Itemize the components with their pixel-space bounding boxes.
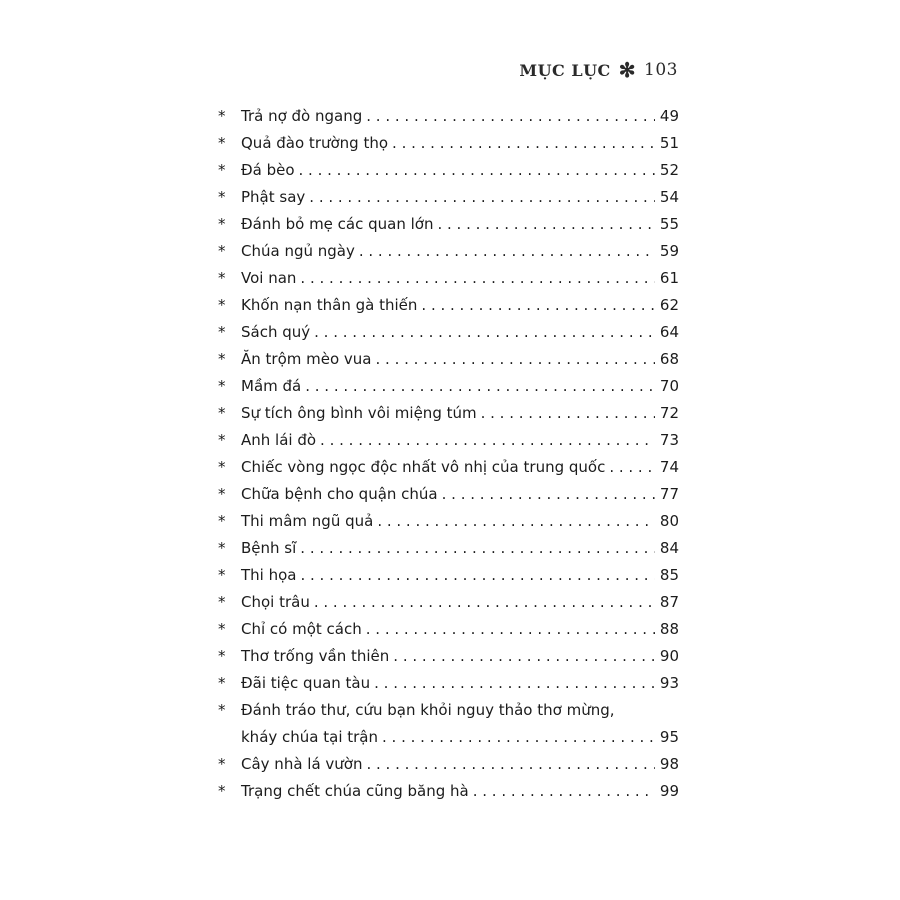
toc-entry-page: 85	[659, 566, 679, 584]
bullet-asterisk-icon: *	[218, 134, 226, 152]
toc-entry	[216, 103, 679, 130]
toc-entry-page: 84	[659, 539, 679, 557]
dot-leader	[366, 751, 655, 778]
bullet-asterisk-icon: *	[218, 620, 226, 638]
dot-leader	[314, 589, 655, 616]
toc-entry-title: Quả đào trường thọ	[241, 134, 389, 152]
toc-entry	[216, 670, 679, 697]
toc-entry-title: Mầm đá	[241, 377, 302, 395]
toc-entry	[216, 454, 679, 481]
toc-entry	[216, 238, 679, 265]
bullet-asterisk-icon: *	[218, 350, 226, 368]
dot-leader	[442, 481, 655, 508]
toc-entry-title: Sự tích ông bình vôi miệng túm	[241, 404, 477, 422]
toc-entry	[216, 751, 679, 778]
toc-entry-title: Khốn nạn thân gà thiến	[241, 296, 418, 314]
toc-entry-title: Anh lái đò	[241, 431, 317, 449]
page-number: 103	[644, 60, 678, 80]
header-title: MỤC LỤC	[519, 60, 611, 80]
toc-entry-page: 95	[659, 728, 679, 746]
dot-leader	[393, 643, 655, 670]
toc-entry	[216, 319, 679, 346]
toc-entry	[216, 184, 679, 211]
toc-entry	[216, 427, 679, 454]
toc-entry-title: Thi mâm ngũ quả	[241, 512, 374, 530]
toc-entry-page: 51	[659, 134, 679, 152]
toc-entry-page: 64	[659, 323, 679, 341]
dot-leader	[481, 400, 655, 427]
toc-entry	[216, 535, 679, 562]
bullet-asterisk-icon: *	[218, 539, 226, 557]
asterisk-flower-icon: ✻	[618, 58, 637, 82]
toc-entry-title: Cây nhà lá vườn	[241, 755, 363, 773]
bullet-asterisk-icon: *	[218, 215, 226, 233]
page-header	[519, 60, 678, 80]
toc-entry	[216, 373, 679, 400]
toc-entry-page: 99	[659, 782, 679, 800]
toc-entry	[216, 562, 679, 589]
toc-entry-page: 54	[659, 188, 679, 206]
toc-entry-title: Chúa ngủ ngày	[241, 242, 355, 260]
dot-leader	[359, 238, 655, 265]
bullet-asterisk-icon: *	[218, 458, 226, 476]
toc-entry-title: Thi họa	[241, 566, 297, 584]
toc-entry	[216, 643, 679, 670]
toc-entry	[216, 778, 679, 805]
dot-leader	[366, 103, 655, 130]
toc-entry	[216, 481, 679, 508]
toc-entry	[216, 265, 679, 292]
toc-entry-page: 87	[659, 593, 679, 611]
dot-leader	[300, 265, 655, 292]
bullet-asterisk-icon: *	[218, 323, 226, 341]
toc-entry	[216, 157, 679, 184]
toc-entry	[216, 400, 679, 427]
bullet-asterisk-icon: *	[218, 431, 226, 449]
bullet-asterisk-icon: *	[218, 755, 226, 773]
toc-entry-page: 68	[659, 350, 679, 368]
bullet-asterisk-icon: *	[218, 782, 226, 800]
toc-entry-title: Đãi tiệc quan tàu	[241, 674, 371, 692]
toc-entry-title: Voi nan	[241, 269, 297, 287]
toc-entry-page: 62	[659, 296, 679, 314]
toc-entry-title: Phật say	[241, 188, 306, 206]
toc-entry	[216, 346, 679, 373]
dot-leader	[376, 346, 655, 373]
dot-leader	[320, 427, 655, 454]
bullet-asterisk-icon: *	[218, 107, 226, 125]
dot-leader	[366, 616, 655, 643]
dot-leader	[473, 778, 655, 805]
bullet-asterisk-icon: *	[218, 404, 226, 422]
toc-entry	[216, 211, 679, 238]
bullet-asterisk-icon: *	[218, 296, 226, 314]
toc-entry	[216, 697, 679, 751]
toc-entry-page: 49	[659, 107, 679, 125]
toc-entry-page: 70	[659, 377, 679, 395]
dot-leader	[299, 157, 655, 184]
toc-entry-title: Đánh bỏ mẹ các quan lớn	[241, 215, 434, 233]
bullet-asterisk-icon: *	[218, 647, 226, 665]
table-of-contents	[216, 103, 679, 805]
toc-entry-page: 77	[659, 485, 679, 503]
toc-entry-title: Đá bèo	[241, 161, 295, 179]
toc-entry-page: 55	[659, 215, 679, 233]
toc-entry	[216, 292, 679, 319]
toc-entry	[216, 616, 679, 643]
toc-entry-page: 72	[659, 404, 679, 422]
toc-entry-title: Ăn trộm mèo vua	[241, 350, 372, 368]
bullet-asterisk-icon: *	[218, 269, 226, 287]
bullet-asterisk-icon: *	[218, 188, 226, 206]
dot-leader	[421, 292, 655, 319]
dot-leader	[314, 319, 655, 346]
dot-leader	[382, 724, 655, 751]
dot-leader	[609, 454, 655, 481]
bullet-asterisk-icon: *	[218, 701, 226, 719]
toc-entry-title: Chỉ có một cách	[241, 620, 362, 638]
bullet-asterisk-icon: *	[218, 512, 226, 530]
toc-entry	[216, 130, 679, 157]
toc-entry-page: 73	[659, 431, 679, 449]
bullet-asterisk-icon: *	[218, 485, 226, 503]
toc-entry	[216, 589, 679, 616]
toc-entry-page: 74	[659, 458, 679, 476]
bullet-asterisk-icon: *	[218, 161, 226, 179]
toc-entry-title: Chọi trâu	[241, 593, 310, 611]
toc-entry-title: Chữa bệnh cho quận chúa	[241, 485, 438, 503]
toc-entry-page: 52	[659, 161, 679, 179]
dot-leader	[305, 373, 655, 400]
dot-leader	[309, 184, 655, 211]
toc-entry-title: Chiếc vòng ngọc độc nhất vô nhị của trung quốc	[241, 458, 606, 476]
bullet-asterisk-icon: *	[218, 566, 226, 584]
dot-leader	[374, 670, 655, 697]
bullet-asterisk-icon: *	[218, 593, 226, 611]
toc-entry-title: Đánh tráo thư, cứu bạn khỏi nguy thảo thơ mừng,	[241, 701, 615, 719]
toc-entry	[216, 508, 679, 535]
toc-entry-page: 93	[659, 674, 679, 692]
toc-entry-title: Thơ trống vần thiên	[241, 647, 390, 665]
toc-entry-page: 88	[659, 620, 679, 638]
dot-leader	[377, 508, 655, 535]
bullet-asterisk-icon: *	[218, 242, 226, 260]
dot-leader	[392, 130, 655, 157]
toc-entry-page: 61	[659, 269, 679, 287]
toc-entry-title: Bệnh sĩ	[241, 539, 297, 557]
bullet-asterisk-icon: *	[218, 377, 226, 395]
toc-entry-page: 59	[659, 242, 679, 260]
dot-leader	[300, 535, 655, 562]
toc-entry-title: Sách quý	[241, 323, 311, 341]
toc-entry-title-continued: kháy chúa tại trận	[241, 728, 379, 746]
toc-entry-page: 90	[659, 647, 679, 665]
bullet-asterisk-icon: *	[218, 674, 226, 692]
toc-entry-title: Trả nợ đò ngang	[241, 107, 363, 125]
dot-leader	[437, 211, 655, 238]
dot-leader	[300, 562, 655, 589]
toc-entry-page: 80	[659, 512, 679, 530]
toc-entry-title: Trạng chết chúa cũng băng hà	[241, 782, 469, 800]
toc-entry-page: 98	[659, 755, 679, 773]
